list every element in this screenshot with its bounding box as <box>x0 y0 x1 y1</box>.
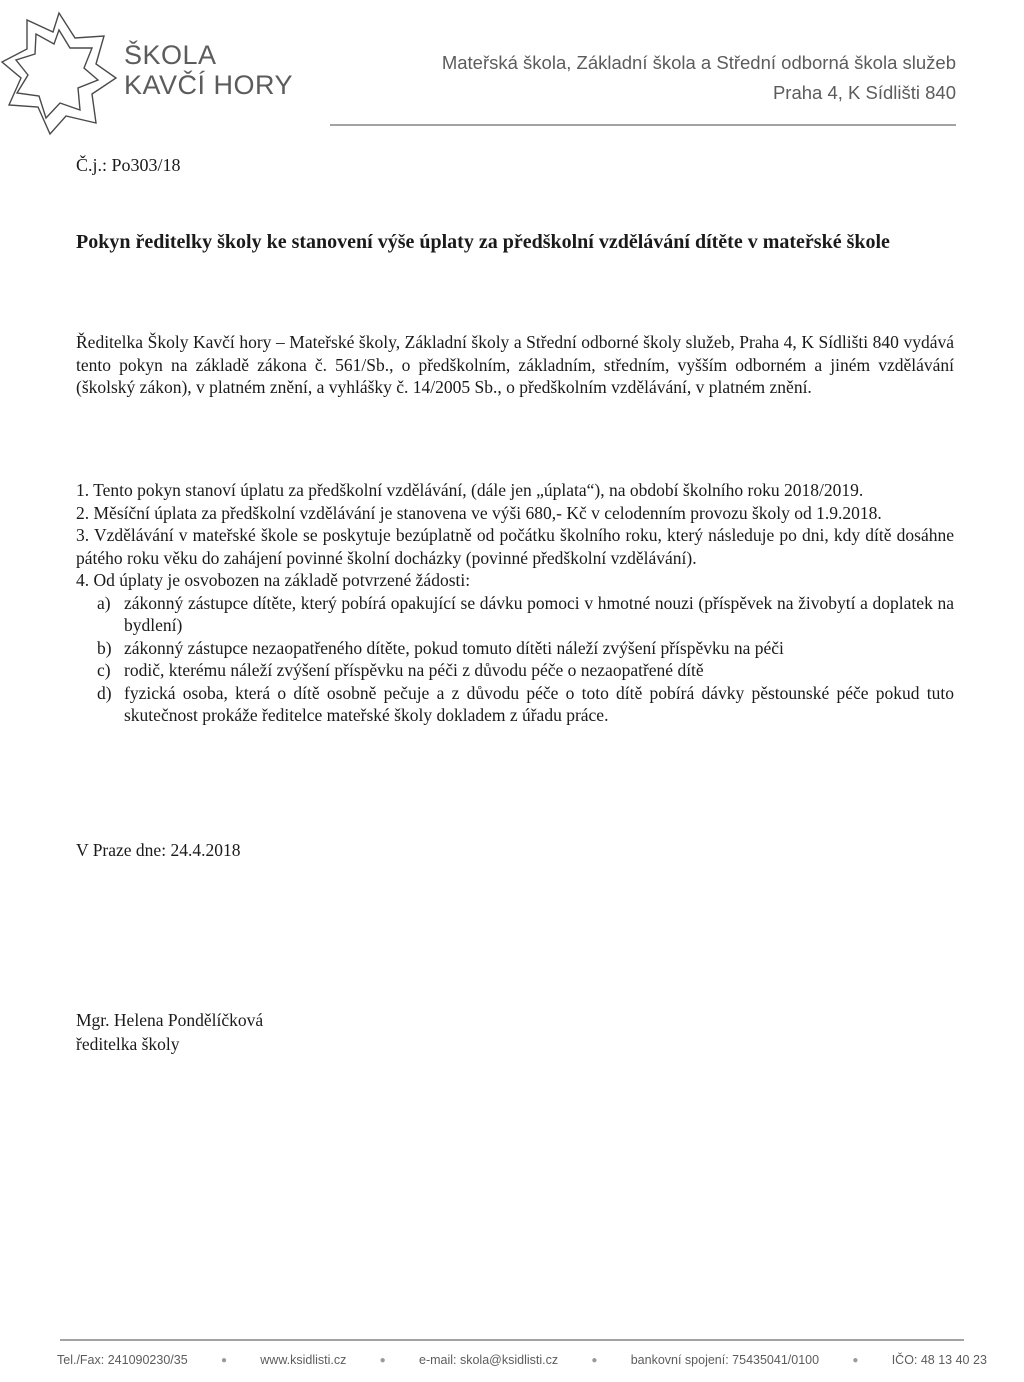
footer-bank: bankovní spojení: 75435041/0100 <box>630 1353 820 1367</box>
signature-block <box>76 1008 263 1056</box>
logo-wordmark <box>124 40 293 100</box>
logo-line-2: KAVČÍ HORY <box>124 70 294 100</box>
signatory-name: Mgr. Helena Pondělíčková <box>76 1010 264 1030</box>
subpoint-marker: c) <box>97 660 111 680</box>
separator-dot-icon: ● <box>591 1354 598 1366</box>
school-address: Praha 4, K Sídlišti 840 <box>772 82 956 103</box>
subpoint-b <box>76 637 954 660</box>
subpoint-a <box>76 592 954 637</box>
issue-date: V Praze dne: 24.4.2018 <box>76 840 241 860</box>
subpoint-text: zákonný zástupce nezaopatřeného dítěte, pokud tomuto dítěti náleží zvýšení příspěvku na péči <box>124 637 784 658</box>
school-logo-star-icon <box>0 8 118 136</box>
subpoint-marker: d) <box>97 682 112 703</box>
point-1: 1. Tento pokyn stanoví úplatu za předškolní vzdělávání, (dále jen „úplata“), na období školního roku 2018/2019. <box>76 480 864 500</box>
point-3: 3. Vzdělávání v mateřské škole se poskytuje bezúplatně od počátku školního roku, který následuje po dni, kdy dítě dosáhne pátého roku věku do zahájení povinné školní docházky (povinné předškolní vzdělávání). <box>76 525 954 568</box>
signatory-role: ředitelka školy <box>76 1034 180 1054</box>
header-divider <box>330 124 956 126</box>
reference-number: Č.j.: Po303/18 <box>76 155 181 175</box>
subpoint-marker: b) <box>97 637 112 658</box>
logo-line-1: ŠKOLA <box>124 40 217 70</box>
footer-phone: Tel./Fax: 241090230/35 <box>57 1353 188 1367</box>
point-2: 2. Měsíční úplata za předškolní vzdělávání je stanovena ve výši 680,- Kč v celodenním provozu školy od 1.9.2018. <box>76 502 882 523</box>
document-title: Pokyn ředitelky školy ke stanovení výše úplaty za předškolní vzdělávání dítěte v mateřské škole <box>76 231 890 253</box>
footer-website-link[interactable]: www.ksidlisti.cz <box>260 1353 347 1367</box>
school-name: Mateřská škola, Základní škola a Střední odborná škola služeb <box>441 52 956 73</box>
school-name-block <box>316 48 956 108</box>
footer-divider <box>60 1339 964 1341</box>
footer-ico: IČO: 48 13 40 23 <box>891 1353 987 1367</box>
subpoint-text: rodič, kterému náleží zvýšení příspěvku na péči z důvodu péče o nezaopatřené dítě <box>124 660 704 680</box>
point-4: 4. Od úplaty je osvobozen na základě potvrzené žádosti: <box>76 570 471 590</box>
footer-email-link[interactable]: e-mail: skola@ksidlisti.cz <box>419 1353 559 1367</box>
subpoint-c <box>76 659 954 682</box>
subpoint-marker: a) <box>97 592 111 613</box>
separator-dot-icon: ● <box>220 1354 227 1366</box>
intro-paragraph: Ředitelka Školy Kavčí hory – Mateřské školy, Základní školy a Střední odborné školy služeb, Praha 4, K Sídlišti 840 vydává tento pokyn na základě zákona č. 561/Sb., o předškolním, základním, středním, vyšším odborném a jiném vzdělávání (školský zákon), v platném znění, a vyhlášky č. 14/2005 Sb., o předškolním vzdělávání, v platném znění. <box>76 332 954 397</box>
subpoint-d <box>76 682 954 727</box>
subpoint-text: fyzická osoba, která o dítě osobně pečuje a z důvodu péče o toto dítě pobírá dávky pěstounské péče pokud tuto skutečnost prokáže ředitelce mateřské školy dokladem z úřadu práce. <box>124 682 954 725</box>
subpoint-text: zákonný zástupce dítěte, který pobírá opakující se dávku pomoci v hmotné nouzi (příspěvek na živobytí a doplatek na bydlení) <box>124 592 954 635</box>
separator-dot-icon: ● <box>379 1354 386 1366</box>
footer <box>57 1353 987 1367</box>
numbered-points <box>76 479 954 727</box>
separator-dot-icon: ● <box>852 1354 859 1366</box>
